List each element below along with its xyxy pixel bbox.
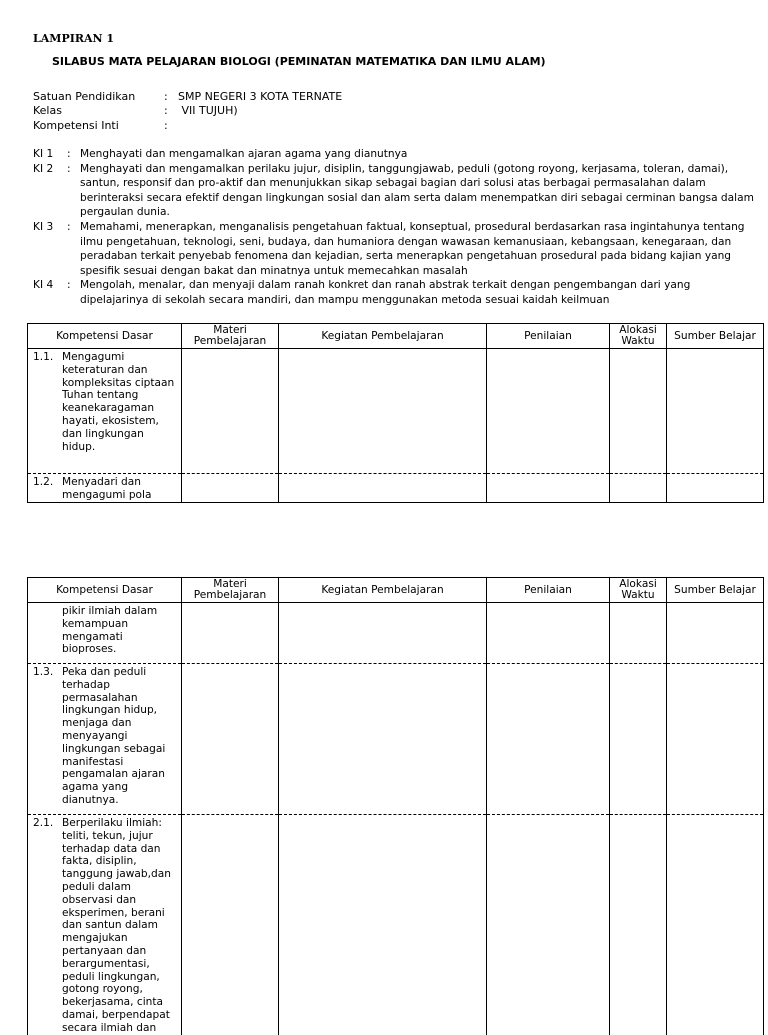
- kd-item: [31, 817, 178, 1035]
- kd-item: [31, 476, 178, 502]
- ki-item: KI 2 : Menghayati dan mengamalkan perilaku jujur, disiplin, tanggungjawab, peduli (gotong royong, kerjasama, toleran, damai), santun, responsif dan pro-aktif dan menunjukkan sikap sebagai bagian dari solusi atas berbagai permasalahan dalam berinteraksi secara efektif dengan lingkungan sosial dan alam serta dalam menempatkan diri sebagai cerminan bangsa dalam pergaulan dunia.: [33, 162, 754, 219]
- kd-item: [31, 666, 178, 807]
- kd-number: 2.1.: [33, 817, 54, 829]
- kd-number: 1.3.: [33, 666, 54, 678]
- col-penilaian: Penilaian: [487, 324, 610, 349]
- lampiran-label: LAMPIRAN 1: [33, 32, 115, 45]
- kd-item: [31, 351, 178, 453]
- ki-code: KI 2: [33, 162, 54, 175]
- kd-text: pikir ilmiah dalam kemampuan mengamati bioproses.: [62, 605, 158, 656]
- table-row: [28, 349, 764, 474]
- ki-text: Menghayati dan mengamalkan perilaku jujur, disiplin, tanggungjawab, peduli (gotong royong, kerjasama, toleran, damai), santun, responsif dan pro-aktif dan menunjukkan sikap sebagai bagian dari solusi atas berbagai permasalahan dalam berinteraksi secara efektif dengan lingkungan sosial dan alam serta dalam menempatkan diri sebagai cerminan bangsa dalam pergaulan dunia.: [80, 162, 754, 219]
- ki-item: KI 1 : Menghayati dan mengamalkan ajaran agama yang dianutnya: [33, 148, 408, 160]
- meta-label: Kompetensi Inti: [33, 119, 119, 132]
- ki-text: Mengolah, menalar, dan menyaji dalam ranah konkret dan ranah abstrak terkait dengan pengembangan dari yang dipelajarinya di sekolah secara mandiri, dan mampu menggunakan metoda sesuai kaidah keilmuan: [80, 279, 691, 306]
- table-row: [28, 603, 764, 664]
- table-row: [28, 474, 764, 503]
- col-kompetensi-dasar: Kompetensi Dasar: [28, 324, 182, 349]
- ki-item: KI 4 : Mengolah, menalar, dan menyaji dalam ranah konkret dan ranah abstrak terkait dengan pengembangan dari yang dipelajarinya di sekolah secara mandiri, dan mampu menggunakan metoda sesuai kaidah keilmuan: [33, 279, 691, 306]
- kd-text: Berperilaku ilmiah: teliti, tekun, jujur terhadap data dan fakta, disiplin, tanggung jawab,dan peduli dalam observasi dan eksperimen, berani dan santun dalam mengajukan pertanyaan dan berargumentasi, peduli lingkungan, gotong royong, bekerjasama, cinta damai, berpendapat secara ilmiah dan: [62, 817, 171, 1034]
- ki-text: Memahami, menerapkan, menganalisis pengetahuan faktual, konseptual, prosedural berdasarkan rasa ingintahunya tentang ilmu pengetahuan, teknologi, seni, budaya, dan humaniora dengan wawasan kemanusiaan, kebangsaan, kenegaraan, dan peradaban terkait penyebab fenomena dan kejadian, serta menerapkan pengetahuan prosedural pada bidang kajian yang spesifik sesuai dengan bakat dan minatnya untuk memecahkan masalah: [80, 220, 745, 277]
- kd-item: [31, 605, 178, 656]
- kd-text: Mengagumi keteraturan dan kompleksitas ciptaan Tuhan tentang keanekaragaman hayati, ekosistem, dan lingkungan hidup.: [62, 351, 175, 453]
- ki-code: KI 1: [33, 148, 54, 160]
- col-sumber: Sumber Belajar: [667, 324, 764, 349]
- meta-value: SMP NEGERI 3 KOTA TERNATE: [178, 90, 343, 103]
- col-materi: Materi Pembelajaran: [182, 324, 279, 349]
- ki-text: Menghayati dan mengamalkan ajaran agama yang dianutnya: [80, 148, 408, 160]
- col-penilaian: Penilaian: [487, 578, 610, 603]
- table-header-row: [28, 324, 764, 349]
- meta-value: VII TUJUH): [178, 104, 238, 117]
- table-header-row: [28, 578, 764, 603]
- kd-text: Peka dan peduli terhadap permasalahan lingkungan hidup, menjaga dan menyayangi lingkungan sebagai manifestasi pengamalan ajaran agama yang dianutnya.: [62, 666, 166, 806]
- col-kompetensi-dasar: Kompetensi Dasar: [28, 578, 182, 603]
- kd-number: 1.1.: [33, 351, 54, 363]
- col-kegiatan: Kegiatan Pembelajaran: [279, 324, 487, 349]
- ki-item: KI 3 : Memahami, menerapkan, menganalisis pengetahuan faktual, konseptual, prosedural berdasarkan rasa ingintahunya tentang ilmu pengetahuan, teknologi, seni, budaya, dan humaniora dengan wawasan kemanusiaan, kebangsaan, kenegaraan, dan peradaban terkait penyebab fenomena dan kejadian, serta menerapkan pengetahuan prosedural pada bidang kajian yang spesifik sesuai dengan bakat dan minatnya untuk memecahkan masalah: [33, 220, 745, 277]
- col-alokasi: Alokasi Waktu: [610, 578, 667, 603]
- meta-label: Kelas: [33, 104, 62, 117]
- col-sumber: Sumber Belajar: [667, 578, 764, 603]
- col-materi: Materi Pembelajaran: [182, 578, 279, 603]
- meta-label: Satuan Pendidikan: [33, 90, 136, 103]
- document-title: SILABUS MATA PELAJARAN BIOLOGI (PEMINATAN MATEMATIKA DAN ILMU ALAM): [52, 55, 546, 68]
- ki-code: KI 4: [33, 279, 54, 292]
- kd-text: Menyadari dan mengagumi pola: [62, 476, 152, 501]
- kompetensi-inti-list: [33, 147, 755, 308]
- table-row: [28, 815, 764, 1035]
- col-alokasi: Alokasi Waktu: [610, 324, 667, 349]
- ki-code: KI 3: [33, 220, 54, 233]
- syllabus-table-1: [27, 323, 764, 503]
- syllabus-table-2: [27, 577, 764, 1035]
- col-kegiatan: Kegiatan Pembelajaran: [279, 578, 487, 603]
- kd-number: 1.2.: [33, 476, 54, 488]
- table-row: [28, 664, 764, 815]
